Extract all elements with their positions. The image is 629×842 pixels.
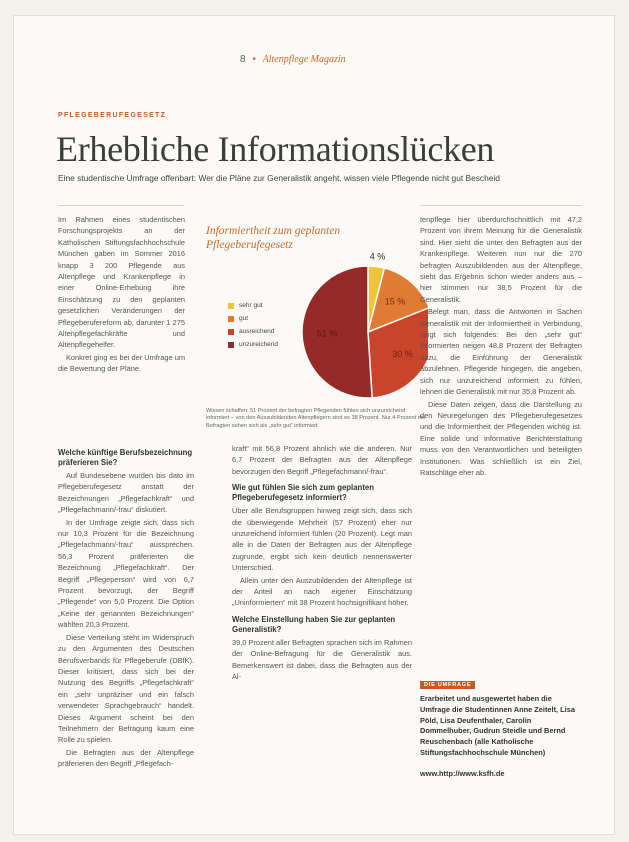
legend-label: ausreichend: [239, 328, 275, 335]
body-paragraph: In der Umfrage zeigte sich, dass sich nur 10,3 Prozent für die Bezeichnung „Pflegefachmann/-frau“ aussprechen. 56,3 Prozent präferierten die Bezeichnung „Pflegefachkraft“. Der Begriff „Pflegeperson“ wird von 6,7 Prozent bevorzugt, der Begriff „Pflegende“ von 5,0 Prozent. Die Option „Keine der genannten Bezeichnungen“ wählten 20,3 Prozent.: [58, 517, 194, 630]
legend-item: [228, 312, 278, 325]
chart-caption: Wissen schaffen: 51 Prozent der befragten Pflegenden fühlen sich unzureichend informiert – von den Auszubildenden Altenpflegern sind es 38 Prozent. Nur 4 Prozent der Befragten sehen sich als „sehr gut“ informiert.: [206, 408, 426, 429]
legend-label: sehr gut: [239, 302, 263, 309]
pie-value-label: 30 %: [392, 348, 413, 359]
info-box: [420, 673, 582, 778]
article-kicker: PFLEGEBERUFEGESETZ: [58, 112, 167, 119]
legend-swatch: [228, 316, 234, 322]
column-rule: [58, 205, 184, 206]
article-dek: Eine studentische Umfrage offenbart: Wer die Pläne zur Generalistik angeht, wissen viele Pflegende nicht gut Bescheid: [58, 173, 500, 183]
body-paragraph: tenpflege hier überdurchschnittlich mit 47,2 Prozent von ihrem Meinung für die Generalistik sind. Hier sieht die unter den Befragten aus der Krankenpflege. Weiteren nun nur die 270 befragten Auszubildenden aus der Altenpflege, sieht das Ergebnis schon wieder anders aus – hier stimmen nur 38,5 Prozent für die Generalistik.: [420, 215, 582, 304]
legend-item: [228, 299, 278, 312]
body-paragraph: Auf Bundesebene wurden bis dato im Pflegeberufegesetz anstatt der Bezeichnungen „Pflegefachkraft“ und „Pflegefachmann/-frau“ diskutiert.: [58, 471, 194, 515]
legend-item: [228, 338, 278, 351]
body-paragraph: kraft“ mit 56,8 Prozent ähnlich wie die anderen. Nur 6,7 Prozent der Befragten aus der Altenpflege bevorzugen den Begriff „Pflegefachmann/-frau“.: [232, 444, 412, 476]
legend-label: unzureichend: [239, 341, 279, 348]
info-box-body: Erarbeitet und ausgewertet haben die Umfrage die Studentinnen Anne Zeitelt, Lisa Pöld, Lisa Deufenthaler, Carolin Dommelhuber, Gudrun Steidle und Bernd Reuschenbach (alle Katholische Stiftungsfachhochschule München): [420, 694, 575, 757]
magazine-name: Altenpflege Magazin: [262, 54, 346, 65]
body-paragraph: Die Befragten aus der Altenpflege präferieren den Begriff „Pflegefach-: [58, 747, 194, 769]
folio: [240, 54, 346, 65]
pie-value-label: 51 %: [316, 328, 338, 339]
article-column-3: [420, 214, 582, 479]
body-paragraph: Diese Verteilung steht im Widerspruch zu den Argumenten des Deutschen Berufsverbands für Pflegeberufe (DBfK). Dieser kritisiert, dass sich bei der Nutzung des Begriffs „Pflegefachkraft“ ein „sehr unpräziser und ein falsch verwendeter Sprachgebrauch“ handelt. Dieses Argument scheint bei den Teilnehmern der Befragung kaum eine Rolle zu spielen.: [58, 632, 194, 745]
article-column-1: [58, 214, 185, 376]
info-box-tag: DIE UMFRAGE: [420, 681, 475, 689]
body-paragraph: 39,0 Prozent aller Befragten sprachen sich im Rahmen der Online-Befragung für die Generalistik aus. Bemerkenswert ist dabei, dass die Befragten aus der Al-: [232, 637, 412, 682]
body-paragraph: Belegt man, dass die Antworten in Sachen Generalistik mit der Informiertheit in Verbindung, zeigt sich folgendes: Bei den „sehr gut“ Informierten neigen 48,8 Prozent der Befragten dazu, die Einführung der Generalistik abzulehnen. Pflegende hingegen, die angeben, sich nur unzureichend informiert zu fühlen, lehnen die Generalistik mit nur 35,8 Prozent ab.: [420, 307, 582, 397]
legend-item: [228, 325, 278, 338]
legend-swatch: [228, 303, 234, 309]
legend-swatch: [228, 329, 234, 335]
website-link[interactable]: www.http://www.ksfh.de: [420, 768, 505, 778]
article-column-2: [232, 443, 412, 684]
chart-legend: [228, 299, 278, 351]
pie-value-label: 15 %: [384, 296, 406, 307]
chart-title: Informiertheit zum geplanten Pflegeberufegesetz: [206, 225, 341, 251]
section-heading: Welche Einstellung haben Sie zur geplanten Generalistik?: [232, 614, 396, 634]
body-paragraph: Diese Daten zeigen, dass die Darstellung zu den Neuregelungen des Pflegeberufegesetzes und die Informiertheit der Pflegenden wichtig ist. Eine solide und informative Berichterstattung muss von den Verantwortlichen und beteiligten Institutionen. Was schließlich ist ein Ziel, Ratschläge eher ab.: [420, 399, 582, 477]
legend-swatch: [228, 342, 234, 348]
article-title: Erhebliche Informationslücken: [56, 129, 495, 169]
article-column-1-lower: [58, 442, 194, 771]
section-heading: Welche künftige Berufsbezeichnung präferieren Sie?: [58, 448, 193, 467]
body-paragraph: Allein unter den Auszubildenden der Altenpflege ist der Anteil an nach eigener Einschätzung „Uninformierten“ mit 38 Prozent hochsignifikant höher.: [232, 575, 412, 608]
column-rule: [420, 205, 582, 206]
section-heading: Wie gut fühlen Sie sich zum geplanten Pflegeberufegesetz informiert?: [232, 483, 375, 503]
body-paragraph: Im Rahmen eines studentischen Forschungsprojekts an der Katholischen Stiftungsfachhochschule München gaben im Sommer 2016 knapp 3 200 Pflegende aus Altenpflege und Krankenpflege in einer Online-Erhebung ihre Einschätzung zu den geplanten gesetzlichen Veränderungen der Pflegeberufereform ab, darunter 1 275 Altenpflegefachkräfte und Altenpflegehelfer.: [58, 215, 185, 350]
page-number: 8: [240, 54, 246, 65]
pie-value-label: 4 %: [369, 251, 386, 262]
folio-separator: •: [252, 54, 256, 65]
legend-label: gut: [239, 315, 249, 322]
body-paragraph: Über alle Berufsgruppen hinweg zeigt sich, dass sich die überwiegende Mehrheit (57 Prozent) eher nur unzureichend informiert fühlen (20 Prozent). Legt man alle in die Daten der Befragten aus der Altenpflege zugrunde, ergibt sich kein deutlich nennenswerter Unterschied.: [232, 506, 412, 573]
body-paragraph: Konkret ging es bei der Umfrage um die Bewertung der Pläne.: [58, 352, 185, 374]
